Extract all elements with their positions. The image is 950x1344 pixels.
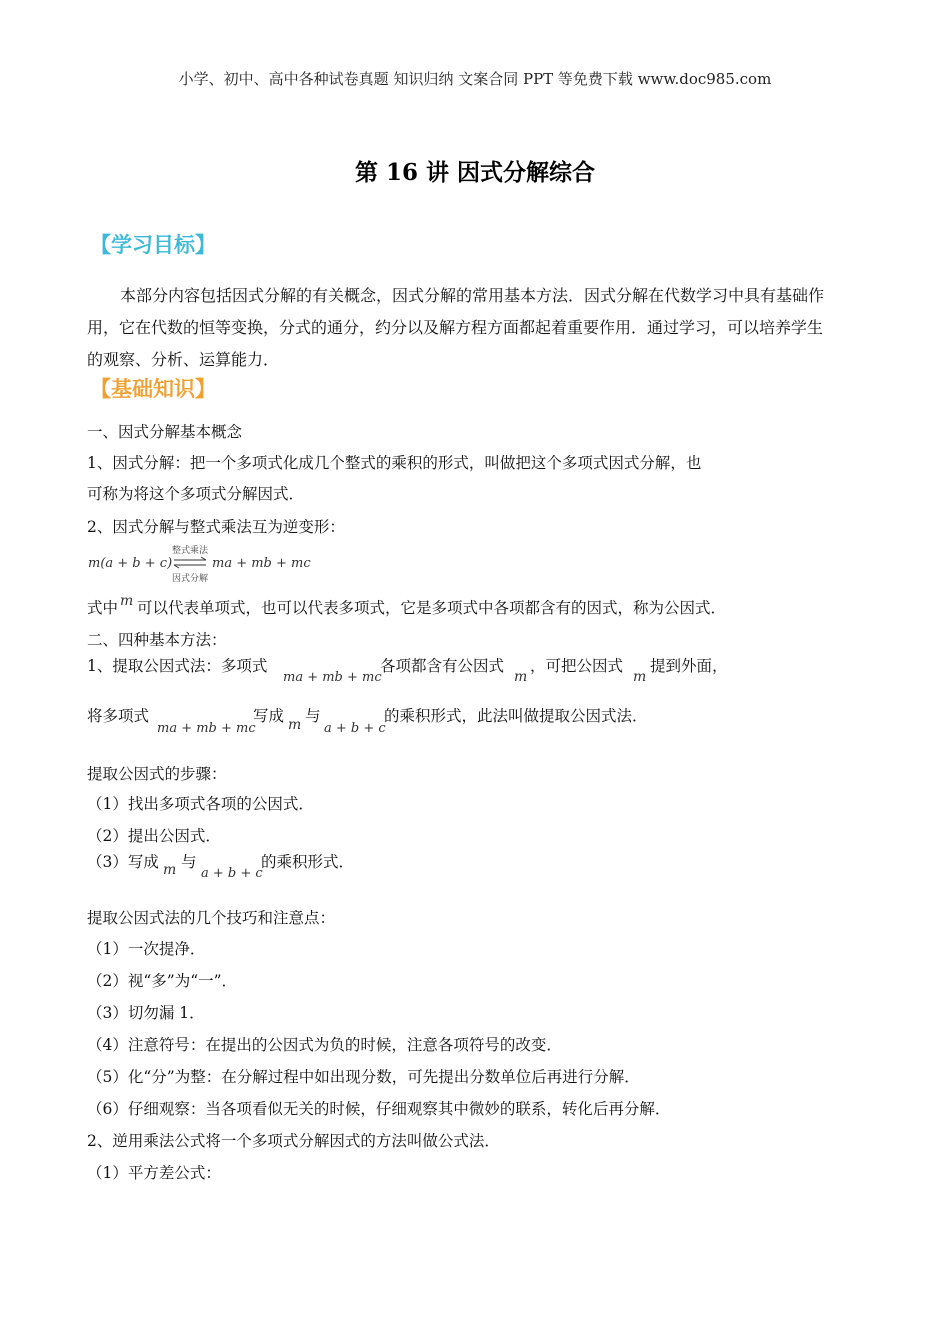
page-header: 小学、初中、高中各种试卷真题 知识归纳 文案合同 PPT 等免费下载 www.doc985.com [178, 70, 772, 88]
method-1-d: 提到外面， [650, 657, 728, 675]
m-note-text: 可以代表单项式，也可以代表多项式，它是多项式中各项都含有的因式，称为公因式． [137, 599, 727, 617]
definition-line-2: 可称为将这个多项式分解因式． [87, 485, 305, 503]
formula-left: m(a + b + c) [88, 556, 173, 571]
objectives-paragraph-line-2: 用，它在代数的恒等变换，分式的通分，约分以及解方程方面都起着重要作用．通过学习，可以培养学生 [87, 318, 824, 337]
method-1-f: 写成 [253, 707, 285, 725]
inverse-relation-text: 2、因式分解与整式乘法互为逆变形： [87, 518, 345, 536]
step-3-m: m [163, 862, 177, 878]
step-3-with: 与 [181, 853, 197, 871]
step-3-prefix: （3）写成 [87, 853, 159, 871]
basics-heading: 【基础知识】 [90, 376, 216, 401]
formula-label-multiplication: 整式乘法 [172, 546, 209, 556]
tip-3: （3）切勿漏 1． [87, 1004, 205, 1022]
objectives-heading: 【学习目标】 [90, 232, 216, 257]
method-1-g: 与 [305, 707, 321, 725]
method-1-h: 的乘积形式，此法叫做提取公因式法． [384, 707, 648, 725]
method-1-m-2: m [633, 669, 647, 685]
tip-5: （5）化“分”为整：在分解过程中如出现分数，可先提出分数单位后再进行分解． [87, 1068, 640, 1086]
method-1-m: m [514, 669, 528, 685]
m-note-prefix: 式中 [87, 599, 119, 617]
method-1-b: 各项都含有公因式 [380, 657, 505, 675]
method-1-m-3: m [288, 717, 302, 733]
method-1-c: ，可把公因式 [530, 657, 624, 675]
method-2-sub-1: （1）平方差公式： [87, 1164, 221, 1182]
double-arrow-icon [172, 556, 208, 570]
tips-title: 提取公因式法的几个技巧和注意点： [87, 909, 336, 927]
tip-6: （6）仔细观察：当各项看似无关的时候，仔细观察其中微妙的联系，转化后再分解． [87, 1100, 671, 1118]
step-3-suffix: 的乘积形式． [261, 853, 355, 871]
section-2-title: 二、四种基本方法： [87, 631, 227, 649]
step-2: （2）提出公因式． [87, 827, 221, 845]
method-1-a: 1、提取公因式法：多项式 [87, 657, 268, 675]
method-2: 2、逆用乘法公式将一个多项式分解因式的方法叫做公式法． [87, 1132, 500, 1150]
objectives-paragraph-line-1: 本部分内容包括因式分解的有关概念，因式分解的常用基本方法．因式分解在代数学习中具有基础作 [120, 286, 825, 305]
tip-2: （2）视“多”为“一”． [87, 972, 238, 990]
page-title: 第 16 讲 因式分解综合 [354, 159, 596, 186]
formula-right: ma + mb + mc [212, 556, 311, 571]
objectives-paragraph-line-3: 的观察、分析、运算能力． [87, 350, 280, 369]
definition-line-1: 1、因式分解：把一个多项式化成几个整式的乘积的形式，叫做把这个多项式因式分解，也 [87, 454, 702, 472]
m-variable: m [120, 593, 134, 609]
formula-label-factorization: 因式分解 [172, 574, 209, 584]
steps-title: 提取公因式的步骤： [87, 765, 227, 783]
method-1-poly: ma + mb + mc [283, 670, 382, 685]
tip-4: （4）注意符号：在提出的公因式为负的时候，注意各项符号的改变． [87, 1036, 562, 1054]
tip-1: （1）一次提净． [87, 940, 206, 958]
step-3-abc: a + b + c [201, 866, 263, 881]
section-1-title: 一、因式分解基本概念 [87, 423, 243, 441]
method-1-poly-2: ma + mb + mc [157, 721, 256, 736]
step-1: （1）找出多项式各项的公因式． [87, 795, 314, 813]
method-1-e: 将多项式 [87, 707, 150, 725]
method-1-abc: a + b + c [324, 721, 386, 736]
